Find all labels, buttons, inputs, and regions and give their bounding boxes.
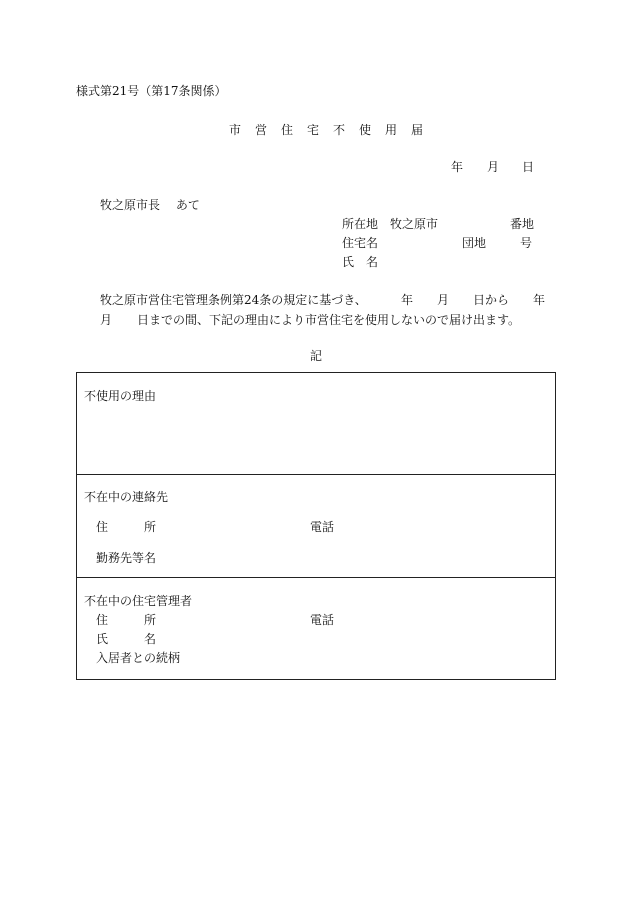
addressee: 牧之原市長 あて [100,198,200,212]
manager-phone-label: 電話 [310,613,335,627]
body-line1-text: 牧之原市営住宅管理条例第24条の規定に基づき、 [100,293,367,307]
date-year-label: 年 [451,160,464,174]
contact-address-label-a: 住 [96,520,109,534]
manager-name-label-a: 氏 [96,632,109,646]
contact-phone-label: 電話 [310,520,335,534]
body-line1-month: 月 [437,293,450,307]
page-title: 市 営 住 宅 不 使 用 届 [229,123,425,137]
applicant-danchi-label: 団地 [462,236,487,250]
body-line1-from: 日から [473,293,510,307]
manager-address-label-b: 所 [144,613,157,627]
applicant-housing-label: 住宅名 [342,236,379,250]
contact-address-label-b: 所 [144,520,157,534]
manager-relation-label: 入居者との続柄 [96,651,181,665]
contact-workplace-label: 勤務先等名 [96,551,157,565]
body-line2-month: 月 [100,313,113,327]
manager-heading: 不在中の住宅管理者 [84,594,193,608]
ki-label: 記 [310,349,323,363]
manager-section [76,577,556,680]
date-day-label: 日 [522,160,535,174]
contact-heading: 不在中の連絡先 [84,490,169,504]
reason-section [76,372,556,475]
form-number: 様式第21号（第17条関係） [76,84,227,98]
date-month-label: 月 [487,160,500,174]
contact-section [76,474,556,578]
body-line1-year: 年 [401,293,414,307]
manager-address-label-a: 住 [96,613,109,627]
applicant-address-label: 所在地 牧之原市 [342,217,439,231]
body-line2-rest: 日までの間、下記の理由により市営住宅を使用しないので届け出ます。 [137,313,521,327]
applicant-name-label: 氏 名 [342,255,379,269]
reason-heading: 不使用の理由 [84,389,157,403]
applicant-number-label: 号 [520,236,533,250]
manager-name-label-b: 名 [144,632,157,646]
applicant-address-suffix: 番地 [510,217,535,231]
body-line1-year2: 年 [533,293,546,307]
